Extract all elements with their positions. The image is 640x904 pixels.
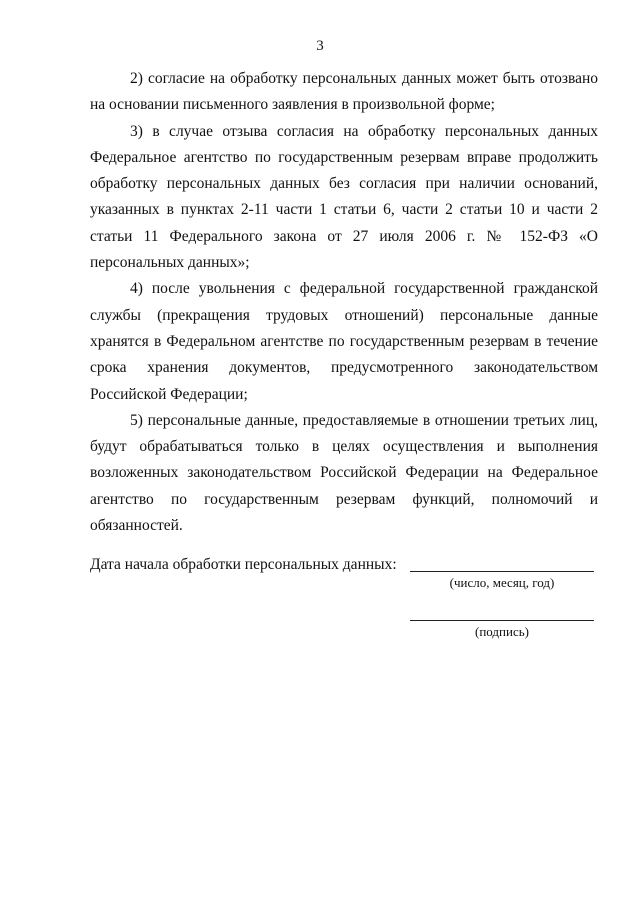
page-number: 3	[316, 38, 324, 54]
signature-caption: (подпись)	[475, 624, 529, 639]
paragraph-processing-after-withdrawal: 3) в случае отзыва согласия на обработку персональных данных Федеральное агентство по государственным резервам вправе продолжить обработку персональных данных без согласия при наличии оснований, указанных в пунктах 2-11 части 1 статьи 6, части 2 статьи 10 и части 2 статьи 11 Федерального закона от 27 июля 2006 г. № 152-ФЗ «О персональных данных»;	[90, 122, 598, 272]
processing-start-date-label: Дата начала обработки персональных данных:	[90, 556, 397, 573]
date-caption: (число, месяц, год)	[449, 575, 555, 590]
paragraph-third-party-data: 5) персональные данные, предоставляемые в отношении третьих лиц, будут обрабатываться только в целях осуществления и выполнения возложенных законодательством Российской Федерации на Федеральное агентство по государственным резервам функций, полномочий и обязанностей.	[90, 411, 598, 535]
paragraph-consent-withdrawal: 2) согласие на обработку персональных данных может быть отозвано на основании письменного заявления в произвольной форме;	[90, 70, 598, 114]
paragraph-storage-after-dismissal: 4) после увольнения с федеральной государственной гражданской службы (прекращения трудовых отношений) персональные данные хранятся в Федеральном агентстве по государственным резервам в течение срока хранения документов, предусмотренного законодательством Российской Федерации;	[90, 280, 598, 403]
date-line	[410, 571, 594, 572]
signature-line	[410, 620, 594, 621]
document-body	[90, 66, 598, 539]
